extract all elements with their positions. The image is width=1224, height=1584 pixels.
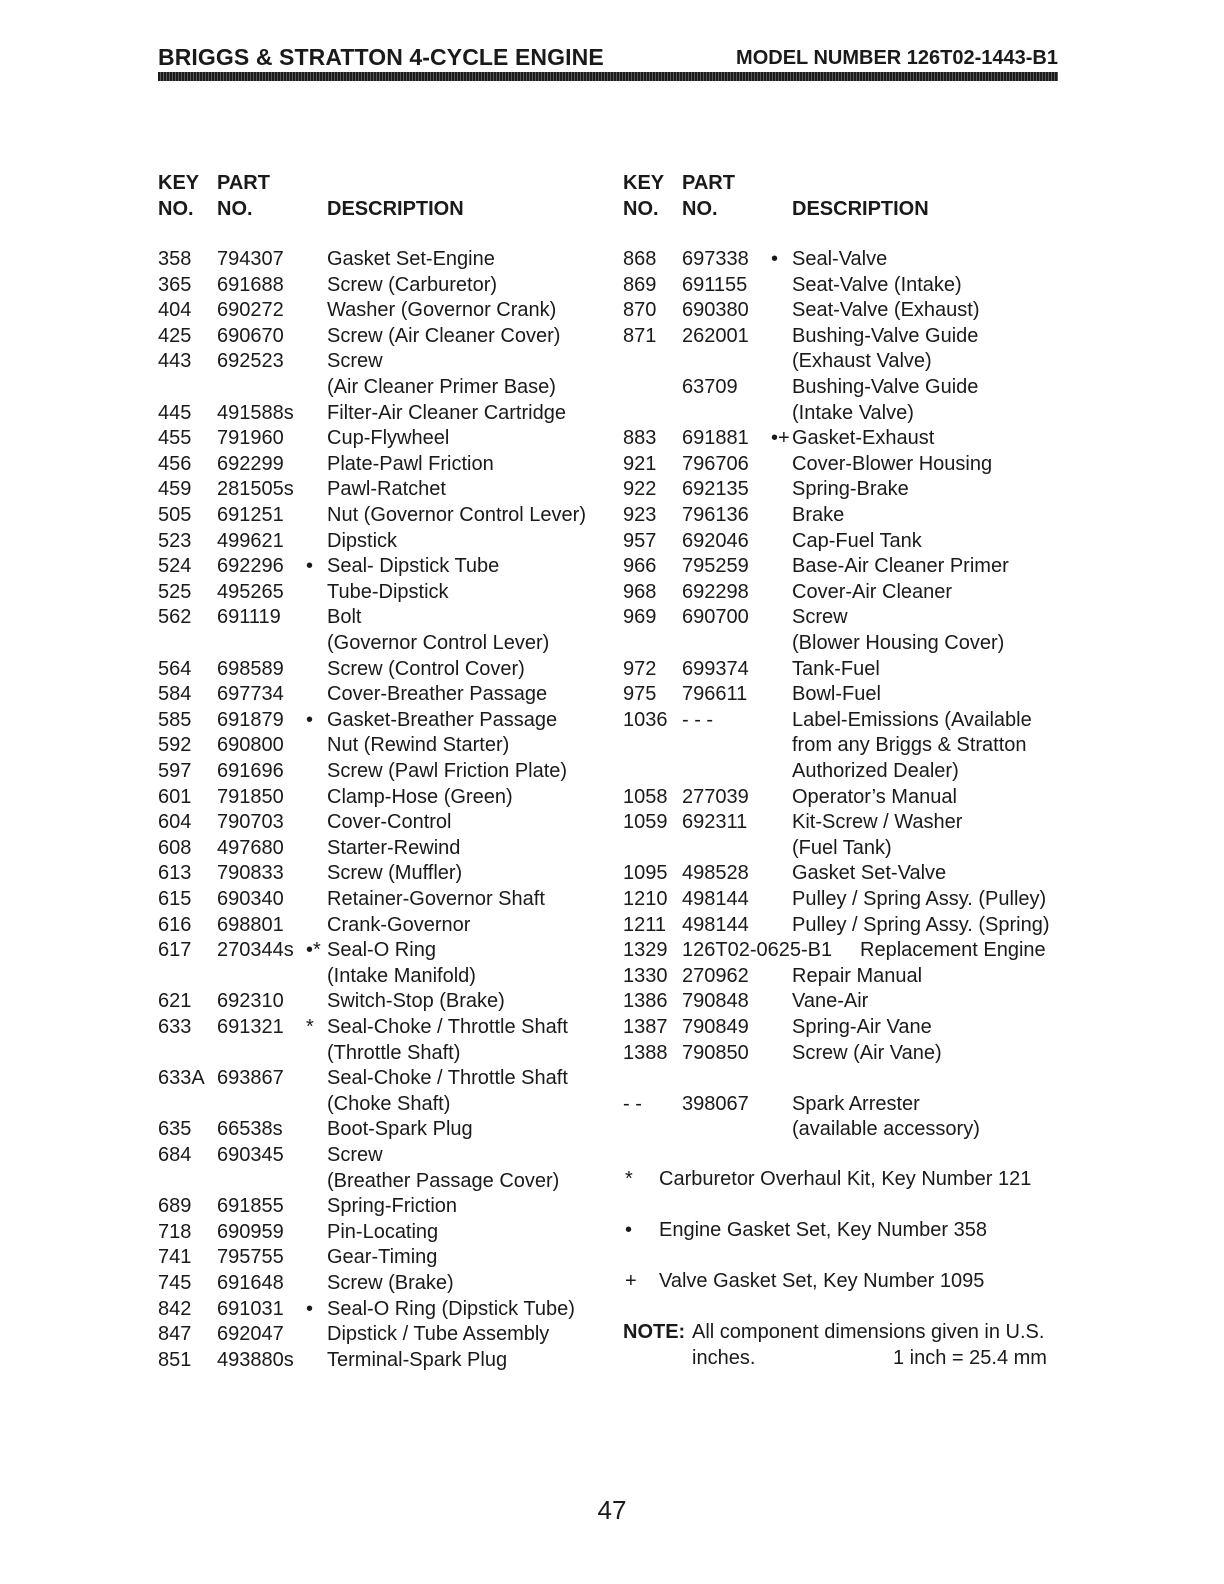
note-line2: inches. [692, 1347, 756, 1369]
key-number: 597 [158, 760, 192, 782]
part-number: 691879 [217, 708, 284, 731]
part-description: Screw (Muffler) [327, 862, 463, 885]
key-number: 358 [158, 248, 192, 270]
key-number: 455 [158, 427, 192, 450]
part-description: Brake [792, 504, 845, 526]
key-number: 745 [158, 1272, 192, 1294]
key-number: 523 [158, 529, 192, 552]
key-number: 957 [623, 529, 657, 552]
part-description: Washer (Governor Crank) [327, 299, 557, 322]
part-number: 493880s [217, 1348, 294, 1371]
document-title: BRIGGS & STRATTON 4-CYCLE ENGINE [158, 44, 604, 70]
part-number: 691321 [217, 1016, 284, 1038]
left-key-heading: KEY NO. [158, 172, 200, 220]
kit-marker: • [306, 555, 314, 578]
kit-marker: • [771, 248, 779, 270]
key-number: 689 [158, 1195, 192, 1218]
part-number: 692296 [217, 555, 284, 578]
part-description: (Choke Shaft) [327, 1092, 451, 1115]
part-description: Gasket Set-Engine [327, 248, 495, 270]
part-description: from any Briggs & Stratton [792, 734, 1027, 757]
part-description: Screw [327, 350, 383, 373]
key-number: 871 [623, 324, 657, 347]
right-part-heading: PART NO. [682, 172, 735, 220]
key-number: 684 [158, 1144, 192, 1166]
note-conversion: 1 inch = 25.4 mm [893, 1347, 1047, 1369]
footnote-text: Valve Gasket Set, Key Number 1095 [659, 1270, 985, 1292]
key-number: 621 [158, 990, 192, 1013]
key-number: 601 [158, 785, 192, 808]
part-description: Nut (Rewind Starter) [327, 734, 510, 757]
key-number: 1059 [623, 811, 668, 834]
key-number: 616 [158, 913, 192, 936]
footnote-symbol: + [625, 1270, 637, 1292]
part-number: 690670 [217, 324, 284, 347]
key-number: 592 [158, 734, 192, 757]
part-number: 277039 [682, 785, 749, 808]
key-number: 921 [623, 452, 657, 475]
key-number: 883 [623, 427, 657, 450]
part-description: Clamp-Hose (Green) [327, 785, 513, 808]
part-description: Seal- Dipstick Tube [327, 555, 500, 578]
part-number: 790849 [682, 1016, 749, 1038]
part-number: 790833 [217, 862, 284, 885]
left-description-heading: DESCRIPTION [327, 197, 464, 220]
part-number: 795755 [217, 1246, 284, 1269]
key-number: 1387 [623, 1016, 668, 1038]
key-number: 1388 [623, 1041, 668, 1064]
part-number: 491588s [217, 401, 294, 424]
part-number: 692523 [217, 350, 284, 373]
key-number: 615 [158, 888, 192, 910]
part-number: 281505s [217, 478, 294, 501]
footnote-symbol: * [625, 1168, 633, 1190]
part-number: 691696 [217, 760, 284, 782]
key-number: 975 [623, 683, 657, 706]
key-number: 635 [158, 1118, 192, 1141]
part-description: Cap-Fuel Tank [792, 529, 922, 552]
part-description: Screw (Pawl Friction Plate) [327, 760, 568, 782]
key-number: 968 [623, 580, 657, 603]
part-description: Tube-Dipstick [327, 580, 449, 603]
part-description: Spring-Friction [327, 1195, 458, 1218]
part-description: (Fuel Tank) [792, 836, 892, 859]
part-number: 495265 [217, 580, 284, 603]
key-number: 741 [158, 1246, 192, 1269]
part-number: 791850 [217, 785, 284, 808]
part-description: (Exhaust Valve) [792, 350, 932, 373]
part-description: Crank-Governor [327, 913, 471, 936]
key-number: 425 [158, 324, 192, 347]
part-description: Seat-Valve (Intake) [792, 273, 962, 296]
key-number: 972 [623, 657, 657, 680]
part-description: Label-Emissions (Available [792, 708, 1032, 731]
key-number: 365 [158, 273, 192, 296]
part-number: 796136 [682, 504, 749, 526]
part-description: Cover-Breather Passage [327, 683, 548, 706]
part-description: (Governor Control Lever) [327, 632, 550, 654]
part-number: 691855 [217, 1195, 284, 1218]
part-description: (Throttle Shaft) [327, 1041, 461, 1064]
part-number: 691688 [217, 273, 284, 296]
part-number: 698801 [217, 913, 284, 936]
part-number: 790848 [682, 990, 749, 1013]
key-number: 633 [158, 1016, 192, 1038]
part-number: 690380 [682, 299, 749, 322]
key-number: 456 [158, 452, 192, 475]
header-rule [158, 72, 1058, 81]
part-description: Dipstick / Tube Assembly [327, 1323, 550, 1346]
key-number: 633A [158, 1067, 205, 1090]
key-number: 604 [158, 811, 192, 834]
key-number: 868 [623, 248, 657, 270]
part-description: Gasket-Exhaust [792, 427, 935, 450]
part-number: 795259 [682, 555, 749, 578]
note-line1: All component dimensions given in U.S. [692, 1321, 1045, 1343]
part-description: Screw [327, 1144, 383, 1166]
part-number: 697734 [217, 683, 284, 706]
part-description: Screw (Control Cover) [327, 657, 525, 680]
part-description: Gasket-Breather Passage [327, 708, 558, 731]
key-number: 584 [158, 683, 192, 706]
key-number: 922 [623, 478, 657, 501]
part-description: Nut (Governor Control Lever) [327, 504, 586, 526]
part-number: 692135 [682, 478, 749, 501]
key-number: 842 [158, 1297, 192, 1320]
part-number: - - - [682, 708, 714, 731]
part-number: 690800 [217, 734, 284, 757]
part-number: 691155 [682, 273, 748, 296]
part-description: Bowl-Fuel [792, 683, 881, 706]
part-number: 699374 [682, 657, 749, 680]
key-number: 1036 [623, 708, 668, 731]
part-description: Repair Manual [792, 964, 923, 987]
part-description: Boot-Spark Plug [327, 1118, 473, 1141]
footnote-symbol: • [625, 1219, 633, 1241]
part-description: Seal-O Ring (Dipstick Tube) [327, 1297, 575, 1320]
key-number: 445 [158, 401, 192, 424]
part-description: Cup-Flywheel [327, 427, 450, 450]
key-number: 505 [158, 504, 192, 526]
right-description-heading: DESCRIPTION [792, 197, 929, 220]
part-number: 270962 [682, 964, 749, 987]
key-number: 847 [158, 1323, 192, 1346]
kit-marker: • [306, 708, 314, 731]
part-number: 690345 [217, 1144, 284, 1166]
key-number: 869 [623, 273, 657, 296]
part-description: Vane-Air [792, 990, 869, 1013]
part-number: 262001 [682, 324, 749, 347]
footnote-text: Carburetor Overhaul Kit, Key Number 121 [659, 1168, 1032, 1190]
part-number: 690959 [217, 1220, 284, 1243]
part-number: 796611 [682, 683, 748, 706]
part-number: 66538s [217, 1118, 283, 1141]
part-number: 690700 [682, 606, 749, 629]
part-description: Gear-Timing [327, 1246, 438, 1269]
part-description: Tank-Fuel [792, 657, 880, 680]
part-description: Seal-Choke / Throttle Shaft [327, 1016, 568, 1038]
key-number: 524 [158, 555, 192, 578]
part-number: 691648 [217, 1272, 284, 1294]
key-number: 459 [158, 478, 192, 501]
part-description: Cover-Blower Housing [792, 452, 993, 475]
part-number: 791960 [217, 427, 284, 450]
part-description: Base-Air Cleaner Primer [792, 555, 1009, 578]
part-number: 691881 [682, 427, 749, 450]
part-description: Gasket Set-Valve [792, 862, 947, 885]
key-number: 525 [158, 580, 192, 603]
note-label: NOTE: [623, 1321, 686, 1343]
part-description: Retainer-Governor Shaft [327, 888, 545, 910]
part-description: Plate-Pawl Friction [327, 452, 494, 475]
part-number: 692047 [217, 1323, 284, 1346]
part-number: 498528 [682, 862, 749, 885]
part-description: Screw (Carburetor) [327, 273, 498, 296]
part-description: (Breather Passage Cover) [327, 1169, 560, 1192]
left-part-heading: PART NO. [217, 172, 270, 220]
part-description: Screw (Air Vane) [792, 1041, 942, 1064]
key-number: 585 [158, 708, 192, 731]
key-number: 851 [158, 1348, 192, 1371]
part-number: 63709 [682, 376, 738, 398]
part-description: Seat-Valve (Exhaust) [792, 299, 980, 322]
part-description: (Blower Housing Cover) [792, 632, 1005, 654]
key-number: 1330 [623, 964, 668, 987]
part-description: Operator’s Manual [792, 785, 957, 808]
part-number: 398067 [682, 1092, 749, 1115]
part-description: Filter-Air Cleaner Cartridge [327, 401, 566, 424]
key-number: 1386 [623, 990, 668, 1013]
kit-marker: •* [306, 939, 321, 962]
part-description: (Air Cleaner Primer Base) [327, 376, 556, 398]
part-description: Seal-Valve [792, 248, 888, 270]
part-description: Cover-Control [327, 811, 452, 834]
key-number: - - [623, 1092, 642, 1115]
part-description: Screw (Air Cleaner Cover) [327, 324, 561, 347]
part-number: 697338 [682, 248, 749, 270]
part-description: Pin-Locating [327, 1220, 439, 1243]
part-description: Dipstick [327, 529, 398, 552]
key-number: 608 [158, 836, 192, 859]
part-description: Kit-Screw / Washer [792, 811, 963, 834]
part-description: Terminal-Spark Plug [327, 1348, 508, 1371]
page-header [158, 44, 1058, 72]
key-number: 1058 [623, 785, 668, 808]
part-number: 692311 [682, 811, 748, 834]
part-number: 126T02-0625-B1 [682, 939, 833, 962]
part-number: 690340 [217, 888, 284, 910]
part-description: Screw [792, 606, 848, 629]
key-number: 1329 [623, 939, 668, 962]
page-number: 47 [597, 1495, 627, 1525]
part-description: Starter-Rewind [327, 836, 461, 859]
part-number: 692298 [682, 580, 749, 603]
part-number: 499621 [217, 529, 284, 552]
part-number: 691251 [217, 504, 284, 526]
key-number: 613 [158, 862, 192, 885]
part-number: 498144 [682, 888, 749, 910]
kit-marker: •+ [771, 427, 790, 450]
key-number: 404 [158, 299, 192, 322]
part-number: 692310 [217, 990, 284, 1013]
model-number: MODEL NUMBER 126T02-1443-B1 [736, 47, 1058, 69]
part-number: 790703 [217, 811, 284, 834]
key-number: 564 [158, 657, 192, 680]
key-number: 562 [158, 606, 192, 629]
right-key-heading: KEY NO. [623, 172, 665, 220]
part-description: Bushing-Valve Guide [792, 324, 979, 347]
kit-marker: • [306, 1297, 314, 1320]
key-number: 617 [158, 939, 192, 962]
part-description: Switch-Stop (Brake) [327, 990, 505, 1013]
key-number: 1211 [623, 913, 667, 936]
kit-marker: * [306, 1016, 314, 1038]
part-description: Cover-Air Cleaner [792, 580, 953, 603]
part-description: Authorized Dealer) [792, 760, 959, 782]
part-description: Spring-Brake [792, 478, 909, 501]
part-description: Pawl-Ratchet [327, 478, 446, 501]
key-number: 966 [623, 555, 657, 578]
part-description: Screw (Brake) [327, 1272, 454, 1294]
part-description: Spark Arrester [792, 1092, 920, 1115]
part-description: Seal-Choke / Throttle Shaft [327, 1067, 568, 1090]
part-number: 498144 [682, 913, 749, 936]
footnote-text: Engine Gasket Set, Key Number 358 [659, 1219, 987, 1241]
part-number: 794307 [217, 248, 284, 270]
part-description: Pulley / Spring Assy. (Spring) [792, 913, 1050, 936]
key-number: 969 [623, 606, 657, 629]
key-number: 718 [158, 1220, 192, 1243]
part-number: 691031 [217, 1297, 284, 1320]
part-number: 690272 [217, 299, 284, 322]
key-number: 870 [623, 299, 657, 322]
part-description: (Intake Manifold) [327, 964, 476, 987]
part-description: Bushing-Valve Guide [792, 376, 979, 398]
part-number: 692046 [682, 529, 749, 552]
part-number: 691119 [217, 606, 281, 629]
part-description: (Intake Valve) [792, 401, 914, 424]
part-number: 692299 [217, 452, 284, 475]
part-description: Spring-Air Vane [792, 1016, 932, 1038]
part-number: 796706 [682, 452, 749, 475]
part-number: 698589 [217, 657, 284, 680]
key-number: 923 [623, 504, 657, 526]
part-description: Pulley / Spring Assy. (Pulley) [792, 888, 1047, 910]
part-number: 693867 [217, 1067, 284, 1090]
part-description: (available accessory) [792, 1118, 980, 1141]
part-description: Replacement Engine [860, 939, 1046, 962]
part-number: 497680 [217, 836, 284, 859]
key-number: 1210 [623, 888, 668, 910]
part-number: 270344s [217, 939, 294, 962]
key-number: 443 [158, 350, 192, 373]
key-number: 1095 [623, 862, 668, 885]
part-description: Seal-O Ring [327, 939, 436, 962]
part-number: 790850 [682, 1041, 749, 1064]
part-description: Bolt [327, 606, 362, 629]
